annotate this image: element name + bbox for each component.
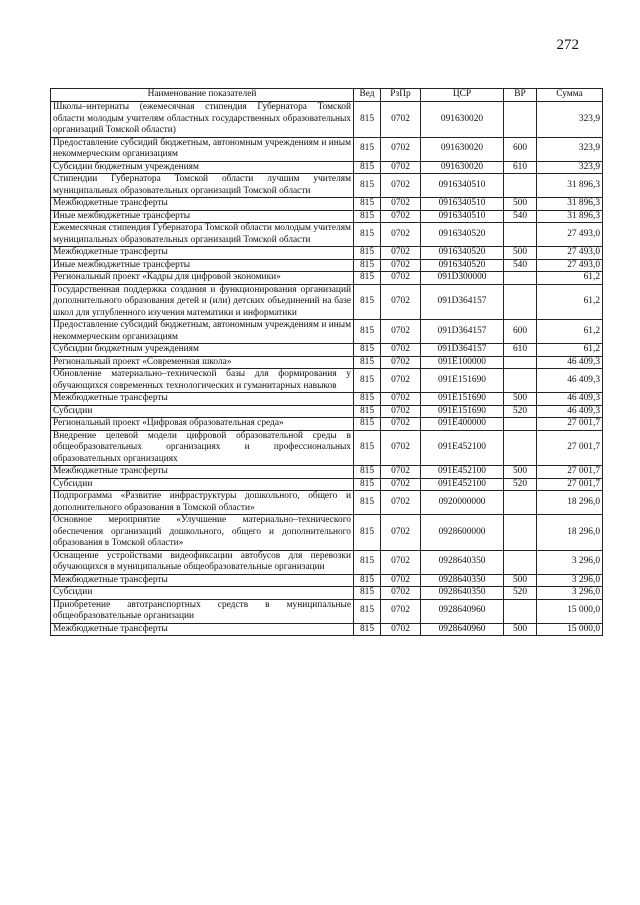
cell-ved: 815: [354, 418, 381, 431]
cell-vr: 500: [504, 466, 537, 479]
cell-vr: 520: [504, 478, 537, 491]
header-rzpr: РзПр: [381, 89, 421, 102]
cell-sum: 27 493,0: [537, 247, 603, 260]
cell-sum: 3 296,0: [537, 550, 603, 574]
cell-csr: 091E452100: [421, 430, 504, 466]
cell-name: Субсидии бюджетным учреждениям: [51, 161, 354, 174]
cell-csr: 0916340520: [421, 223, 504, 247]
cell-ved: 815: [354, 356, 381, 369]
cell-vr: 610: [504, 161, 537, 174]
cell-rzpr: 0702: [381, 466, 421, 479]
cell-name: Предоставление субсидий бюджетным, автономным учреждениям и иным некоммерческим организациям: [51, 320, 354, 344]
cell-ved: 815: [354, 174, 381, 198]
cell-vr: [504, 369, 537, 393]
table-row: [51, 491, 603, 515]
table-row: [51, 369, 603, 393]
cell-csr: 0928600000: [421, 515, 504, 551]
table-row: [51, 137, 603, 161]
cell-ved: 815: [354, 247, 381, 260]
cell-ved: 815: [354, 344, 381, 357]
table-row: [51, 210, 603, 223]
table-row: [51, 174, 603, 198]
table-row: [51, 356, 603, 369]
cell-ved: 815: [354, 405, 381, 418]
cell-rzpr: 0702: [381, 174, 421, 198]
cell-vr: 500: [504, 393, 537, 406]
cell-name: Предоставление субсидий бюджетным, автономным учреждениям и иным некоммерческим организациям: [51, 137, 354, 161]
cell-name: Школы–интернаты (ежемесячная стипендия Губернатора Томской области молодым учителям областных государственных образовательных организаций Томской области): [51, 102, 354, 138]
table-row: [51, 574, 603, 587]
cell-ved: 815: [354, 210, 381, 223]
cell-vr: [504, 102, 537, 138]
table-row: [51, 102, 603, 138]
cell-vr: 600: [504, 137, 537, 161]
cell-rzpr: 0702: [381, 599, 421, 623]
page-number: 272: [556, 37, 579, 53]
cell-sum: 18 296,0: [537, 491, 603, 515]
cell-csr: 0916340510: [421, 174, 504, 198]
cell-csr: 0916340510: [421, 198, 504, 211]
cell-csr: 091E100000: [421, 356, 504, 369]
cell-csr: 091D364157: [421, 284, 504, 320]
cell-rzpr: 0702: [381, 587, 421, 600]
cell-ved: 815: [354, 102, 381, 138]
cell-csr: 0928640350: [421, 550, 504, 574]
cell-csr: 091D300000: [421, 272, 504, 285]
table-row: [51, 198, 603, 211]
cell-vr: [504, 174, 537, 198]
cell-csr: 091E452100: [421, 478, 504, 491]
cell-csr: 0928640960: [421, 599, 504, 623]
cell-vr: [504, 284, 537, 320]
cell-vr: [504, 515, 537, 551]
header-csr: ЦСР: [421, 89, 504, 102]
cell-csr: 091E151690: [421, 369, 504, 393]
cell-ved: 815: [354, 369, 381, 393]
cell-csr: 091E151690: [421, 405, 504, 418]
cell-name: Межбюджетные трансферты: [51, 466, 354, 479]
cell-sum: 61,2: [537, 284, 603, 320]
cell-name: Иные межбюджетные трансферты: [51, 210, 354, 223]
cell-vr: 500: [504, 247, 537, 260]
table-header: [51, 89, 603, 102]
cell-csr: 091630020: [421, 137, 504, 161]
cell-rzpr: 0702: [381, 161, 421, 174]
cell-rzpr: 0702: [381, 393, 421, 406]
cell-sum: 323,9: [537, 102, 603, 138]
cell-sum: 46 409,3: [537, 393, 603, 406]
cell-csr: 0928640350: [421, 587, 504, 600]
cell-csr: 091630020: [421, 102, 504, 138]
cell-vr: 520: [504, 405, 537, 418]
cell-sum: 18 296,0: [537, 515, 603, 551]
cell-rzpr: 0702: [381, 137, 421, 161]
cell-name: Ежемесячная стипендия Губернатора Томской области молодым учителям муниципальных образовательных организаций Томской области: [51, 223, 354, 247]
cell-csr: 0916340520: [421, 247, 504, 260]
cell-csr: 091630020: [421, 161, 504, 174]
cell-sum: 46 409,3: [537, 369, 603, 393]
table-row: [51, 161, 603, 174]
cell-sum: 31 896,3: [537, 198, 603, 211]
cell-rzpr: 0702: [381, 405, 421, 418]
cell-name: Межбюджетные трансферты: [51, 574, 354, 587]
cell-vr: [504, 599, 537, 623]
cell-ved: 815: [354, 272, 381, 285]
cell-ved: 815: [354, 478, 381, 491]
cell-sum: 15 000,0: [537, 623, 603, 636]
cell-name: Стипендии Губернатора Томской области лучшим учителям муниципальных образовательных организаций Томской области: [51, 174, 354, 198]
cell-vr: [504, 418, 537, 431]
cell-sum: 3 296,0: [537, 587, 603, 600]
cell-vr: [504, 491, 537, 515]
table-row: [51, 478, 603, 491]
cell-ved: 815: [354, 259, 381, 272]
cell-ved: 815: [354, 393, 381, 406]
cell-rzpr: 0702: [381, 430, 421, 466]
cell-ved: 815: [354, 587, 381, 600]
table-row: [51, 272, 603, 285]
cell-name: Приобретение автотранспортных средств в муниципальные общеобразовательные организации: [51, 599, 354, 623]
cell-rzpr: 0702: [381, 320, 421, 344]
cell-name: Региональный проект «Кадры для цифровой экономики»: [51, 272, 354, 285]
cell-rzpr: 0702: [381, 574, 421, 587]
cell-name: Субсидии: [51, 478, 354, 491]
cell-ved: 815: [354, 223, 381, 247]
table-row: [51, 466, 603, 479]
table-row: [51, 223, 603, 247]
cell-vr: [504, 272, 537, 285]
cell-ved: 815: [354, 491, 381, 515]
cell-sum: 15 000,0: [537, 599, 603, 623]
cell-vr: [504, 356, 537, 369]
table-row: [51, 587, 603, 600]
table-row: [51, 515, 603, 551]
table-row: [51, 393, 603, 406]
cell-name: Региональный проект «Цифровая образовательная среда»: [51, 418, 354, 431]
cell-vr: [504, 430, 537, 466]
cell-name: Субсидии: [51, 587, 354, 600]
cell-csr: 091E151690: [421, 393, 504, 406]
cell-csr: 091E400000: [421, 418, 504, 431]
cell-ved: 815: [354, 430, 381, 466]
cell-sum: 31 896,3: [537, 210, 603, 223]
cell-sum: 27 001,7: [537, 466, 603, 479]
cell-ved: 815: [354, 515, 381, 551]
cell-vr: [504, 223, 537, 247]
cell-vr: 540: [504, 259, 537, 272]
cell-name: Основное мероприятие «Улучшение материально–технического обеспечения организаций дошкольного, общего и дополнительного образования в Томской области»: [51, 515, 354, 551]
cell-name: Межбюджетные трансферты: [51, 393, 354, 406]
cell-rzpr: 0702: [381, 247, 421, 260]
cell-sum: 27 493,0: [537, 223, 603, 247]
cell-name: Субсидии: [51, 405, 354, 418]
table-row: [51, 247, 603, 260]
cell-name: Оснащение устройствами видеофиксации автобусов для перевозки обучающихся в муниципальные общеобразовательные организации: [51, 550, 354, 574]
cell-name: Подпрограмма «Развитие инфраструктуры дошкольного, общего и дополнительного образования в Томской области»: [51, 491, 354, 515]
cell-rzpr: 0702: [381, 623, 421, 636]
cell-vr: [504, 550, 537, 574]
cell-vr: 500: [504, 574, 537, 587]
cell-csr: 0928640350: [421, 574, 504, 587]
cell-ved: 815: [354, 198, 381, 211]
cell-csr: 091D364157: [421, 344, 504, 357]
cell-sum: 323,9: [537, 137, 603, 161]
table-row: [51, 418, 603, 431]
cell-csr: 0928640960: [421, 623, 504, 636]
cell-rzpr: 0702: [381, 491, 421, 515]
cell-sum: 61,2: [537, 272, 603, 285]
cell-csr: 0920000000: [421, 491, 504, 515]
cell-sum: 61,2: [537, 320, 603, 344]
cell-name: Региональный проект «Современная школа»: [51, 356, 354, 369]
cell-sum: 61,2: [537, 344, 603, 357]
cell-sum: 46 409,3: [537, 405, 603, 418]
cell-ved: 815: [354, 599, 381, 623]
header-vr: ВР: [504, 89, 537, 102]
header-sum: Сумма: [537, 89, 603, 102]
cell-ved: 815: [354, 574, 381, 587]
cell-vr: 610: [504, 344, 537, 357]
table-row: [51, 430, 603, 466]
cell-name: Обновление материально–технической базы для формирования у обучающихся современных технологических и гуманитарных навыков: [51, 369, 354, 393]
table-body: [51, 102, 603, 636]
cell-name: Межбюджетные трансферты: [51, 247, 354, 260]
cell-sum: 27 001,7: [537, 430, 603, 466]
table-row: [51, 550, 603, 574]
cell-rzpr: 0702: [381, 102, 421, 138]
cell-sum: 31 896,3: [537, 174, 603, 198]
cell-rzpr: 0702: [381, 344, 421, 357]
header-ved: Вед: [354, 89, 381, 102]
cell-ved: 815: [354, 161, 381, 174]
cell-rzpr: 0702: [381, 418, 421, 431]
cell-ved: 815: [354, 137, 381, 161]
cell-ved: 815: [354, 623, 381, 636]
budget-table: [50, 88, 603, 636]
cell-sum: 3 296,0: [537, 574, 603, 587]
cell-ved: 815: [354, 284, 381, 320]
table-row: [51, 284, 603, 320]
table-row: [51, 405, 603, 418]
table-row: [51, 320, 603, 344]
cell-csr: 091E452100: [421, 466, 504, 479]
cell-rzpr: 0702: [381, 356, 421, 369]
cell-csr: 091D364157: [421, 320, 504, 344]
cell-csr: 0916340510: [421, 210, 504, 223]
cell-name: Субсидии бюджетным учреждениям: [51, 344, 354, 357]
cell-ved: 815: [354, 466, 381, 479]
table-row: [51, 259, 603, 272]
cell-vr: 500: [504, 198, 537, 211]
cell-rzpr: 0702: [381, 550, 421, 574]
cell-sum: 27 493,0: [537, 259, 603, 272]
cell-rzpr: 0702: [381, 223, 421, 247]
cell-vr: 540: [504, 210, 537, 223]
cell-rzpr: 0702: [381, 284, 421, 320]
cell-sum: 27 001,7: [537, 418, 603, 431]
cell-ved: 815: [354, 320, 381, 344]
cell-rzpr: 0702: [381, 478, 421, 491]
cell-sum: 27 001,7: [537, 478, 603, 491]
cell-name: Межбюджетные трансферты: [51, 623, 354, 636]
cell-rzpr: 0702: [381, 515, 421, 551]
table-row: [51, 623, 603, 636]
table-row: [51, 344, 603, 357]
cell-name: Внедрение целевой модели цифровой образовательной среды в общеобразовательных организациях и профессиональных образовательных организациях: [51, 430, 354, 466]
cell-csr: 0916340520: [421, 259, 504, 272]
cell-vr: 500: [504, 623, 537, 636]
cell-rzpr: 0702: [381, 272, 421, 285]
cell-name: Иные межбюджетные трансферты: [51, 259, 354, 272]
cell-rzpr: 0702: [381, 210, 421, 223]
table-row: [51, 599, 603, 623]
cell-rzpr: 0702: [381, 259, 421, 272]
cell-name: Государственная поддержка создания и функционирования организаций дополнительного образования детей и (или) детских объединений на базе школ для углубленного изучения математики и информатики: [51, 284, 354, 320]
cell-rzpr: 0702: [381, 369, 421, 393]
cell-ved: 815: [354, 550, 381, 574]
cell-rzpr: 0702: [381, 198, 421, 211]
cell-vr: 600: [504, 320, 537, 344]
cell-sum: 323,9: [537, 161, 603, 174]
cell-name: Межбюджетные трансферты: [51, 198, 354, 211]
header-row: [51, 89, 603, 102]
cell-sum: 46 409,3: [537, 356, 603, 369]
header-name: Наименование показателей: [51, 89, 354, 102]
cell-vr: 520: [504, 587, 537, 600]
